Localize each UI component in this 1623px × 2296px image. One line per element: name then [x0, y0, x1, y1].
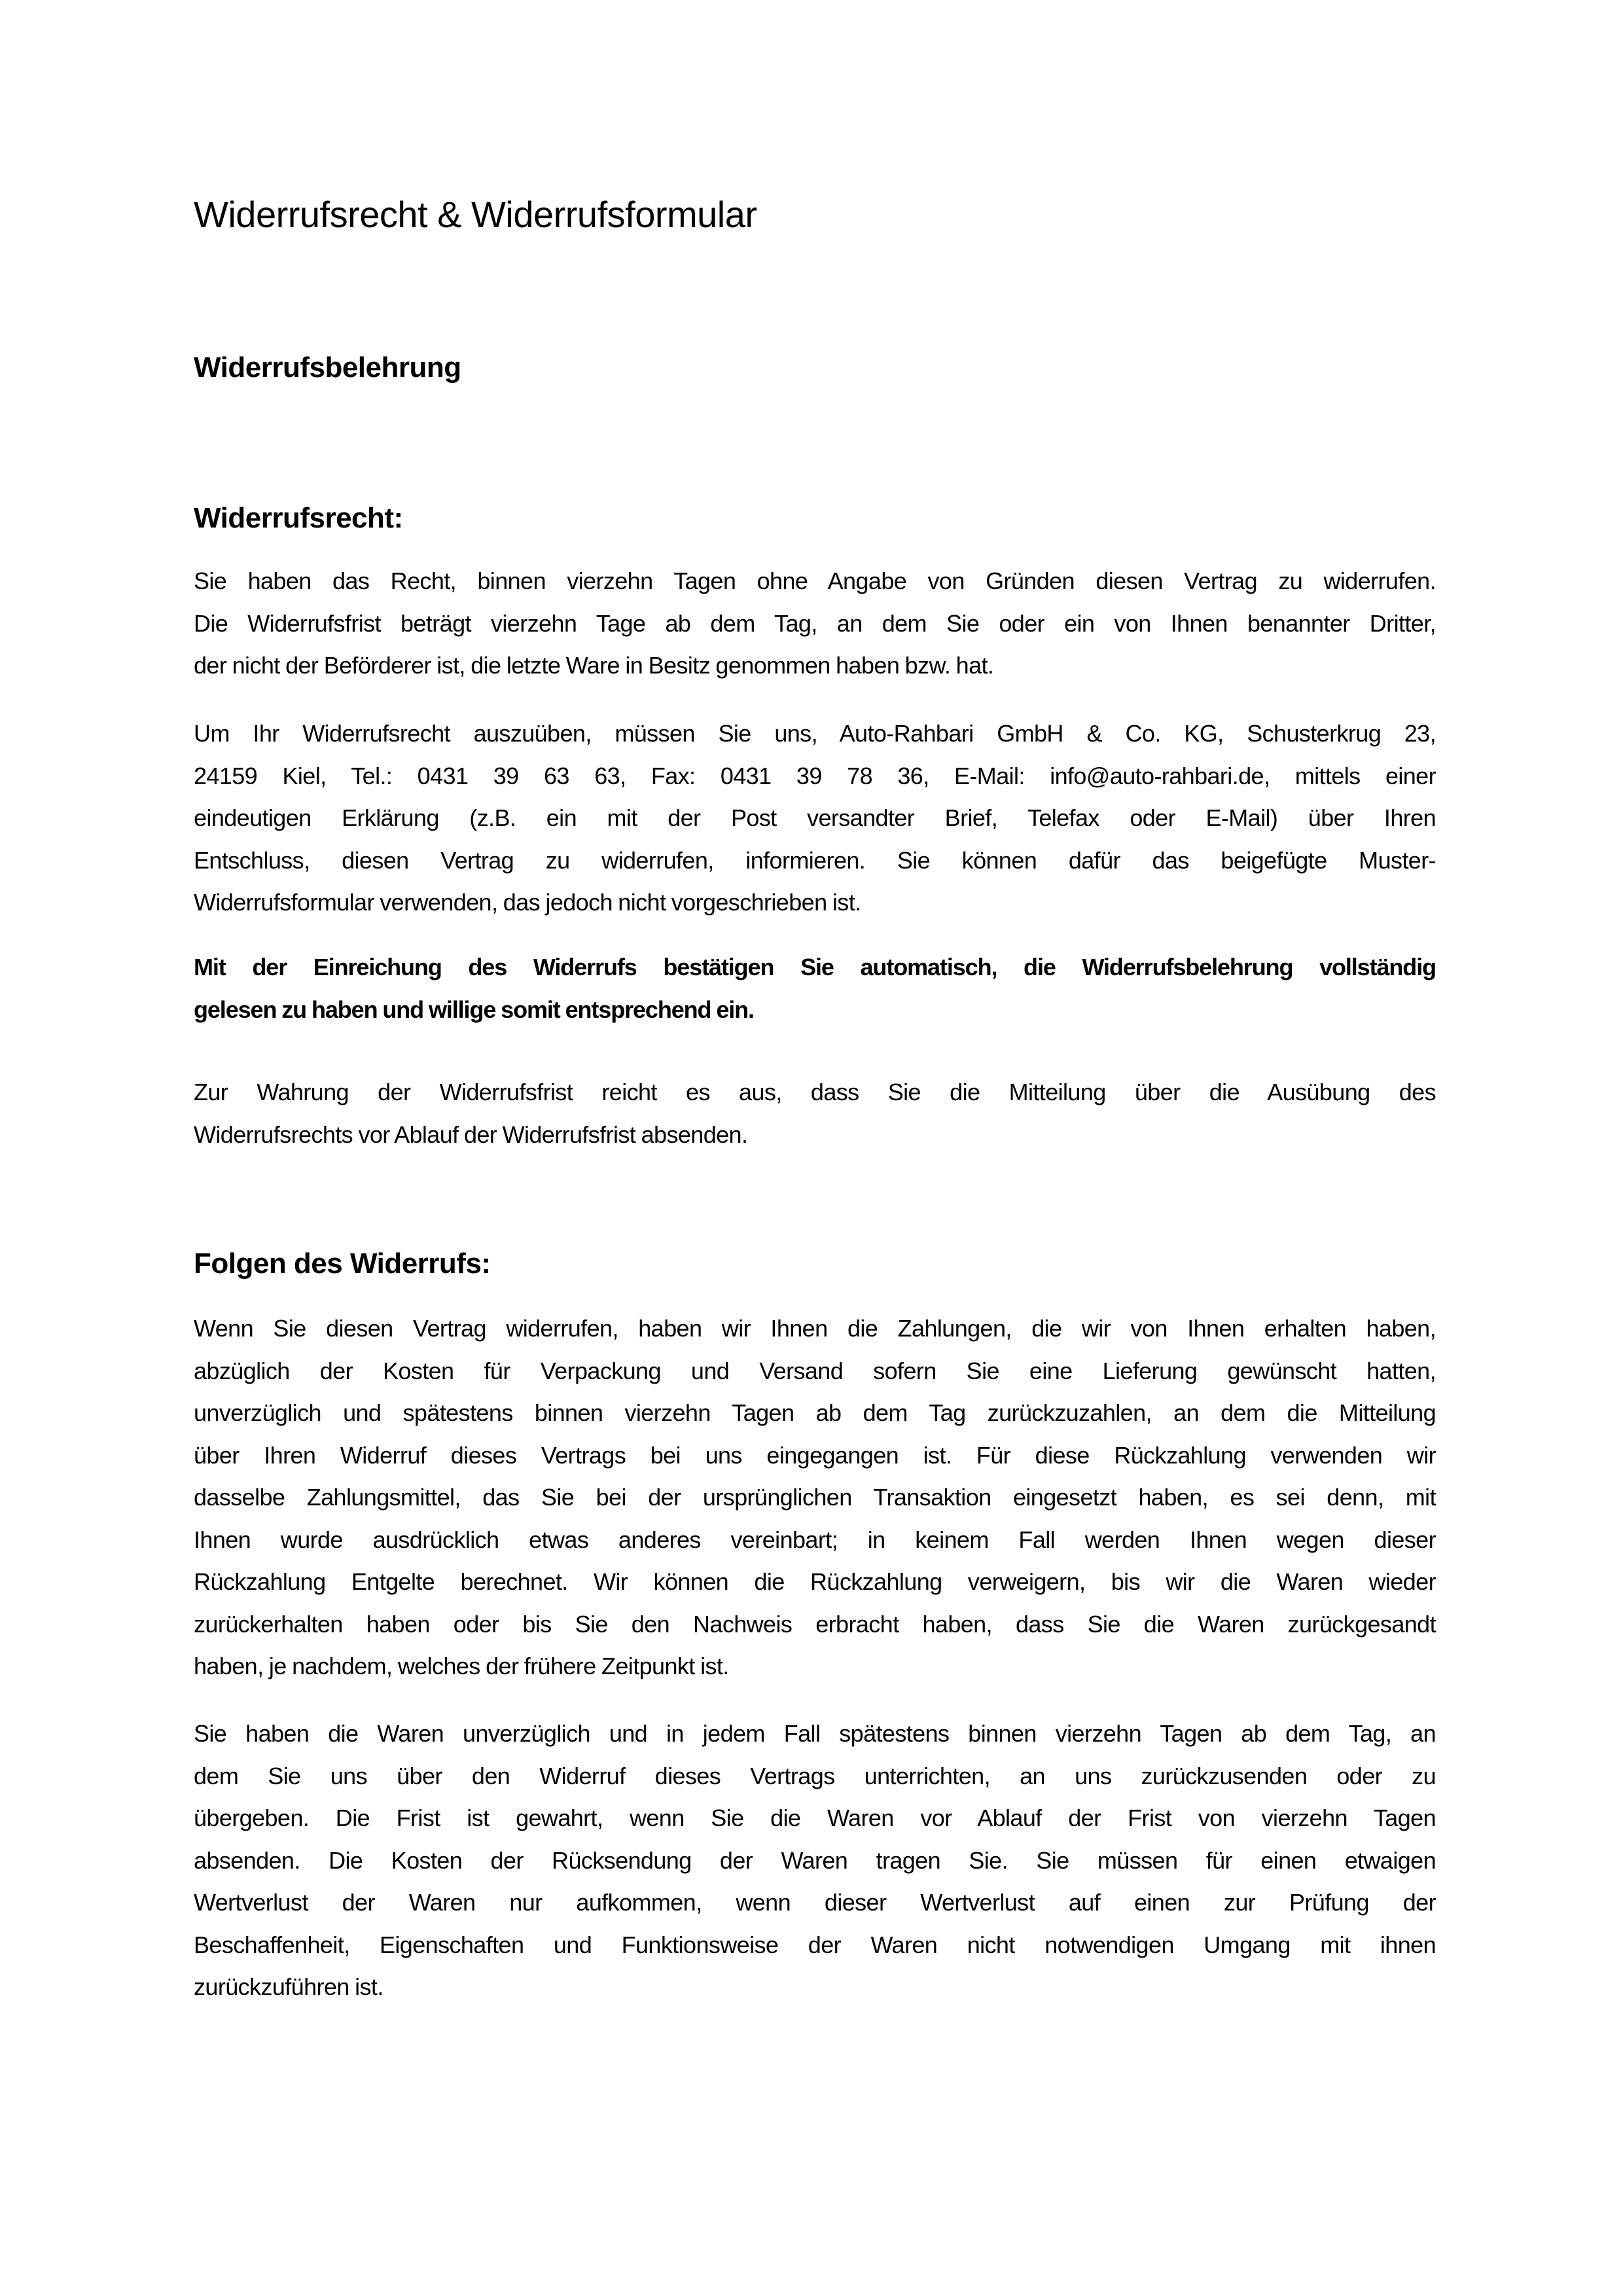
text-line: Wenn Sie diesen Vertrag widerrufen, haben wir Ihnen die Zahlungen, die wir von Ihnen erhalten haben, — [194, 1315, 1436, 1342]
section-heading-widerrufsrecht: Widerrufsrecht: — [194, 502, 403, 534]
paragraph-folgen-rueckzahlung — [194, 1308, 1436, 1688]
text-line: Die Widerrufsfrist beträgt vierzehn Tage ab dem Tag, an dem Sie oder ein von Ihnen benannter Dritter, — [194, 609, 1436, 637]
text-line: zurückzuführen ist. — [194, 1973, 383, 2000]
text-line: der nicht der Beförderer ist, die letzte Ware in Besitz genommen haben bzw. hat. — [194, 652, 994, 679]
text-line: dasselbe Zahlungsmittel, das Sie bei der ursprünglichen Transaktion eingesetzt haben, es sei denn, mit — [194, 1484, 1436, 1511]
text-line: über Ihren Widerruf dieses Vertrags bei uns eingegangen ist. Für diese Rückzahlung verwenden wir — [194, 1441, 1436, 1469]
text-line: unverzüglich und spätestens binnen vierzehn Tagen ab dem Tag zurückzuzahlen, an dem die Mitteilung — [194, 1399, 1436, 1426]
paragraph-folgen-ruecksendung — [194, 1713, 1436, 2009]
text-line: Wertverlust der Waren nur aufkommen, wenn dieser Wertverlust auf einen zur Prüfung der — [194, 1889, 1436, 1916]
paragraph-wahrung-frist — [194, 1071, 1436, 1156]
text-line: zurückerhalten haben oder bis Sie den Nachweis erbracht haben, dass Sie die Waren zurückgesandt — [194, 1610, 1436, 1638]
paragraph-widerruf-ausueben — [194, 713, 1436, 924]
text-line: Sie haben die Waren unverzüglich und in jedem Fall spätestens binnen vierzehn Tagen ab dem Tag, an — [194, 1720, 1436, 1747]
text-line: Rückzahlung Entgelte berechnet. Wir können die Rückzahlung verweigern, bis wir die Waren wieder — [194, 1568, 1436, 1595]
section-heading-folgen: Folgen des Widerrufs: — [194, 1247, 491, 1280]
text-line: dem Sie uns über den Widerruf dieses Vertrags unterrichten, an uns zurückzusenden oder zu — [194, 1762, 1436, 1789]
document-subtitle: Widerrufsbelehrung — [194, 351, 461, 384]
text-line: Beschaffenheit, Eigenschaften und Funktionsweise der Waren nicht notwendigen Umgang mit ihnen — [194, 1931, 1436, 1958]
document-title: Widerrufsrecht & Widerrufsformular — [194, 194, 757, 235]
text-line: Widerrufsformular verwenden, das jedoch nicht vorgeschrieben ist. — [194, 889, 861, 916]
text-line: Um Ihr Widerrufsrecht auszuüben, müssen Sie uns, Auto-Rahbari GmbH & Co. KG, Schusterkrug 23, — [194, 720, 1436, 747]
text-line: absenden. Die Kosten der Rücksendung der Waren tragen Sie. Sie müssen für einen etwaigen — [194, 1846, 1436, 1874]
text-line: 24159 Kiel, Tel.: 0431 39 63 63, Fax: 0431 39 78 36, E-Mail: info@auto-rahbari.de, mittels einer — [194, 762, 1436, 789]
text-line: Widerrufsrechts vor Ablauf der Widerrufsfrist absenden. — [194, 1121, 748, 1148]
text-line: Zur Wahrung der Widerrufsfrist reicht es aus, dass Sie die Mitteilung über die Ausübung des — [194, 1079, 1436, 1105]
text-line: Entschluss, diesen Vertrag zu widerrufen, informieren. Sie können dafür das beigefügte Muster- — [194, 846, 1436, 874]
text-line: eindeutigen Erklärung (z.B. ein mit der Post versandter Brief, Telefax oder E-Mail) über Ihren — [194, 804, 1436, 831]
text-line: übergeben. Die Frist ist gewahrt, wenn Sie die Waren vor Ablauf der Frist von vierzehn Tagen — [194, 1804, 1436, 1831]
text-line: Mit der Einreichung des Widerrufs bestätigen Sie automatisch, die Widerrufsbelehrung vollständig — [194, 954, 1436, 980]
text-line: abzüglich der Kosten für Verpackung und Versand sofern Sie eine Lieferung gewünscht hatten, — [194, 1357, 1436, 1384]
text-line: Sie haben das Recht, binnen vierzehn Tagen ohne Angabe von Gründen diesen Vertrag zu widerrufen. — [194, 567, 1436, 594]
text-line: haben, je nachdem, welches der frühere Zeitpunkt ist. — [194, 1653, 729, 1679]
paragraph-widerrufsrecht-intro — [194, 560, 1436, 687]
text-line: Ihnen wurde ausdrücklich etwas anderes vereinbart; in keinem Fall werden Ihnen wegen dieser — [194, 1526, 1436, 1553]
text-line: gelesen zu haben und willige somit entsprechend ein. — [194, 996, 754, 1023]
paragraph-einreichung-bold — [194, 946, 1436, 1031]
